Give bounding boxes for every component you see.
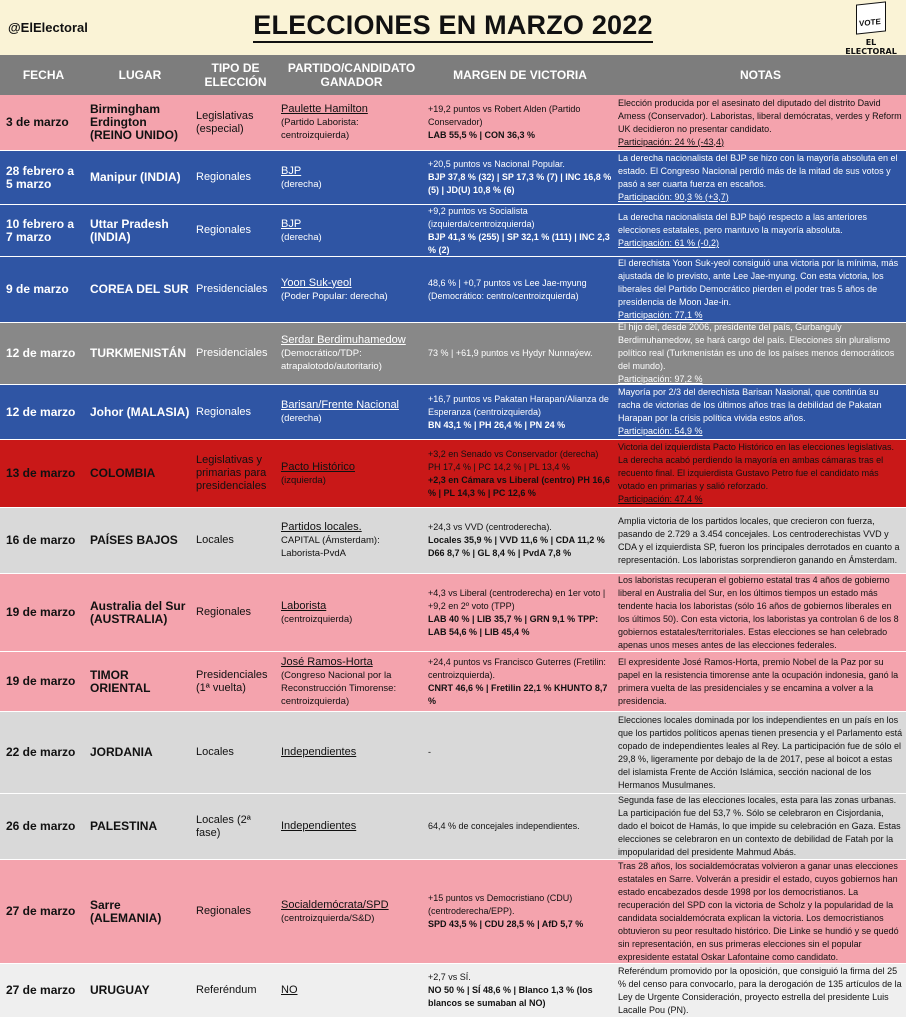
date-cell: 3 de marzo (6, 115, 69, 129)
table-row (0, 794, 906, 860)
notes-text: El hijo del, desde 2006, presidente del país, Gurbanguly Berdimuhamedow, se hará cargo del país. Elecciones sin pluralismo político real (Turkmenistán es uno de los países menos democráticos del mundo). (618, 322, 895, 371)
margin-text: +16,7 puntos vs Pakatan Harapan/Alianza de Esperanza (centroizquierda) (428, 393, 609, 417)
date-cell: 9 de marzo (6, 282, 69, 296)
notes-cell (615, 151, 906, 204)
winner-cell (278, 323, 425, 384)
place-cell: TIMOR ORIENTAL (90, 667, 151, 695)
notes-text: Segunda fase de las elecciones locales, esta para las zonas urbanas. La participación fue del 53,7 %. Sólo se celebraron en Cisjordania, dado el boicot de Hamás, lo que impide su celebración en Gaza. Estas elecciones se celebraron en un contexto de debilidad de Fatah por la impopularidad del presidente Mahmud Abás. (618, 795, 901, 857)
type-cell: Regionales (196, 905, 252, 917)
winner-name: Yoon Suk-yeol (281, 276, 352, 289)
winner-cell (278, 385, 425, 439)
date-cell: 19 de marzo (6, 674, 76, 688)
turnout-text: Participación: 77,1 % (618, 310, 703, 320)
table-row (0, 964, 906, 1018)
type-cell: Regionales (196, 171, 252, 183)
notes-cell (615, 652, 906, 711)
col-partido: PARTIDO/CANDIDATO GANADOR (287, 61, 416, 89)
notes-cell (615, 440, 906, 507)
result-text: BN 43,1 % | PH 26,4 % | PN 24 % (428, 419, 566, 430)
margin-text: - (428, 747, 431, 757)
result-text: LAB 40 % | LIB 35,7 % | GRN 9,1 % TPP: LAB 54,6 % | LIB 45,4 % (428, 613, 599, 637)
col-notas: NOTAS (739, 68, 782, 82)
type-cell: Locales (196, 746, 234, 758)
winner-cell (278, 151, 425, 204)
winner-cell (278, 712, 425, 793)
notes-cell (615, 95, 906, 150)
table-row (0, 95, 906, 151)
notes-cell (615, 964, 906, 1017)
date-cell: 16 de marzo (6, 533, 76, 547)
place-cell: JORDANIA (90, 745, 153, 759)
place-cell: Manipur (INDIA) (90, 170, 181, 184)
date-cell: 27 de marzo (6, 983, 76, 997)
date-cell: 10 febrero a 7 marzo (6, 216, 75, 244)
winner-affiliation: (Congreso Nacional por la Reconstrucción Timorense: centroizquierda) (281, 669, 397, 707)
notes-text: El derechista Yoon Suk-yeol consiguió una victoria por la mínima, más ajustada de lo previsto, ante Lee Jae-myung. Con esta victoria, los liberales del Partido Democrático pierden el poder tras 5 años de presidencia de Moon Jae-in. (618, 258, 899, 307)
turnout-text: Participación: 61 % (-0,2) (618, 238, 720, 248)
winner-name: José Ramos-Horta (281, 655, 373, 668)
winner-name: Socialdemócrata/SPD (281, 898, 389, 911)
type-cell: Regionales (196, 606, 252, 618)
margin-cell (425, 964, 615, 1017)
notes-cell (615, 508, 906, 573)
winner-affiliation: (izquierda) (281, 474, 326, 486)
winner-name: Paulette Hamilton (281, 103, 368, 115)
ballot-box-icon: VOTE (856, 1, 886, 34)
table-row (0, 151, 906, 205)
type-cell: Regionales (196, 224, 252, 236)
winner-affiliation: (derecha) (281, 231, 322, 243)
date-cell: 19 de marzo (6, 605, 76, 619)
place-cell: Birmingham Erdington (REINO UNIDO) (90, 102, 178, 142)
result-text: SPD 43,5 % | CDU 28,5 % | AfD 5,7 % (428, 919, 584, 929)
winner-name: BJP (281, 164, 302, 177)
winner-name: Independientes (281, 820, 357, 832)
notes-text: Victoria del izquierdista Pacto Histórico en las elecciones legislativas. La derecha acabó perdiendo la mayoría en ambas cámaras tras el recuento final. El izquierdista Gustavo Petro fue el candidato más votado en primarias y salió reforzado. (618, 442, 894, 491)
margin-text: +9,2 puntos vs Socialista (izquierda/centroizquierda) (428, 205, 535, 229)
winner-affiliation: (derecha) (281, 178, 322, 190)
type-cell: Presidenciales (196, 347, 268, 359)
margin-text: +20,5 puntos vs Nacional Popular. (428, 159, 565, 169)
table-body (0, 95, 906, 1018)
place-cell: Uttar Pradesh (INDIA) (90, 216, 169, 244)
margin-cell (425, 652, 615, 711)
margin-cell (425, 508, 615, 573)
margin-cell (425, 574, 615, 651)
notes-cell (615, 860, 906, 963)
date-cell: 13 de marzo (6, 466, 76, 480)
winner-cell (278, 257, 425, 322)
type-cell: Locales (2ª fase) (196, 813, 251, 839)
notes-text: Tras 28 años, los socialdemócratas volvieron a ganar unas elecciones estatales en Sarre. Volverán a presidir el estado, cuyos gobiernos han estado encabezados desde 1998 por los democristianos. La recuperación del SPD con la victoria de Scholz y la popularidad de la candidata socialdemócrata explican la victoria. Los democristianos obtuvieron su peor resultado histórico. Die Linke se hundió y se quedó sin representación, en sus primeras elecciones sin el popular expresidente estatal Oskar Lafontaine como candidato. (618, 860, 899, 962)
result-text: LAB 55,5 % | CON 36,3 % (428, 130, 536, 140)
winner-affiliation: (centroizquierda) (281, 613, 353, 625)
winner-name: Barisan/Frente Nacional (281, 399, 400, 411)
margin-text: +19,2 puntos vs Robert Alden (Partido Conservador) (428, 104, 581, 127)
place-cell: PALESTINA (90, 819, 158, 833)
date-cell: 22 de marzo (6, 745, 76, 759)
table-row (0, 860, 906, 964)
notes-cell (615, 712, 906, 793)
el-electoral-logo: VOTE EL ELECTORAL (842, 3, 900, 56)
notes-cell (615, 205, 906, 256)
type-cell: Presidenciales (196, 283, 268, 295)
margin-text: +24,4 puntos vs Francisco Guterres (Fretilin: centroizquierda). (428, 656, 606, 680)
notes-text: Amplia victoria de los partidos locales, que crecieron con fuerza, pasando de 2.729 a 3.454 concejales. Los centroderechistas VVD y CDA y el izquierdista SP, fueron los principales derrotados en cuanto a representación. Los laboristas sorprendieron ganando en Ámsterdam. (618, 515, 900, 565)
winner-cell (278, 205, 425, 256)
margin-cell (425, 385, 615, 439)
header (0, 0, 906, 55)
col-margen: MARGEN DE VICTORIA (453, 68, 587, 82)
date-cell: 12 de marzo (6, 404, 76, 419)
winner-name: Pacto Histórico (281, 460, 355, 473)
margin-cell (425, 151, 615, 204)
col-fecha: FECHA (22, 68, 65, 82)
type-cell: Referéndum (196, 984, 257, 996)
col-lugar: LUGAR (118, 68, 162, 82)
table-row (0, 574, 906, 652)
margin-text: +3,2 en Senado vs Conservador (derecha) PH 17,4 % | PC 14,2 % | PL 13,4 % (428, 448, 599, 472)
table-row (0, 385, 906, 440)
margin-text: 48,6 % | +0,7 puntos vs Lee Jae-myung (Democrático: centro/centroizquierda) (428, 277, 587, 301)
margin-cell (425, 712, 615, 793)
margin-text: +4,3 vs Liberal (centroderecha) en 1er voto | +9,2 en 2º voto (TPP) (428, 587, 606, 611)
winner-name: Laborista (281, 599, 327, 612)
margin-cell (425, 860, 615, 963)
date-cell: 26 de marzo (6, 819, 76, 833)
result-text: +2,3 en Cámara vs Liberal (centro) PH 16,6 % | PL 14,3 % | PC 12,6 % (428, 474, 610, 498)
winner-affiliation: (Partido Laborista: centroizquierda) (281, 117, 359, 141)
winner-name: Partidos locales. (281, 521, 362, 533)
notes-text: La derecha nacionalista del BJP se hizo con la mayoría absoluta en el estado. El Congreso Nacional perdió más de la mitad de sus votos y pasó a ser cuarta fuerza en escaños. (618, 152, 898, 189)
table-row (0, 205, 906, 257)
winner-name: BJP (281, 217, 302, 230)
notes-text: Elecciones locales dominada por los independientes en un país en los que los partidos políticos apenas tienen presencia y el Parlamento está copado de independientes leales al Rey. La participación fue de sólo el 29,8 %, ligeramente por debajo de la de 2017, pese al boicot a estas del islamista Frente de Acción Islámica, sección nacional de los Hermanos Musulmanes. (618, 714, 903, 790)
notes-cell (615, 574, 906, 651)
winner-name: NO (281, 984, 298, 996)
winner-affiliation: (derecha) (281, 413, 322, 424)
winner-name: Serdar Berdimuhamedow (281, 334, 406, 346)
winner-cell (278, 508, 425, 573)
notes-cell (615, 794, 906, 859)
table-row (0, 257, 906, 323)
notes-cell (615, 385, 906, 439)
turnout-text: Participación: 24 % (-43,4) (618, 136, 725, 147)
table-row (0, 440, 906, 508)
type-cell: Locales (196, 534, 234, 546)
place-cell: PAÍSES BAJOS (90, 533, 178, 547)
place-cell: TURKMENISTÁN (90, 346, 186, 360)
turnout-text: Participación: 90,3 % (+3,7) (618, 191, 729, 202)
winner-cell (278, 440, 425, 507)
table-row (0, 652, 906, 712)
winner-name: Independientes (281, 746, 357, 758)
turnout-text: Participación: 47,4 % (618, 494, 703, 504)
date-cell: 28 febrero a 5 marzo (6, 163, 75, 191)
col-tipo: TIPO DE ELECCIÓN (204, 61, 267, 89)
type-cell: Legislativas y primarias para presidenciales (196, 454, 267, 492)
margin-cell (425, 323, 615, 384)
notes-text: La derecha nacionalista del BJP bajó respecto a las anteriores elecciones estatales, pero mantuvo la mayoría absoluta. (618, 212, 867, 235)
winner-affiliation: (Poder Popular: derecha) (281, 290, 388, 302)
margin-cell (425, 257, 615, 322)
winner-affiliation: (Democrático/TDP: atrapalotodo/autoritario) (281, 348, 382, 372)
winner-affiliation: CAPITAL (Ámsterdam): Laborista-PvdA (281, 535, 380, 559)
margin-cell (425, 794, 615, 859)
winner-cell (278, 652, 425, 711)
table-row (0, 712, 906, 794)
margin-text: 73 % | +61,9 puntos vs Hydyr Nunnaýew. (428, 348, 593, 358)
margin-text: +24,3 vs VVD (centroderecha). (428, 522, 552, 532)
winner-cell (278, 574, 425, 651)
margin-text: +2,7 vs SÍ. (428, 972, 471, 982)
column-headers (0, 55, 906, 95)
notes-text: Referéndum promovido por la oposición, que consiguió la firma del 25 % del censo para convocarlo, para la derogación de 135 artículos de la Ley de Urgente Consideración, proyecto estrella del presidente Luis Lacalle Pou (PN). (618, 965, 902, 1015)
winner-cell (278, 964, 425, 1017)
place-cell: COREA DEL SUR (90, 282, 189, 296)
place-cell: Johor (MALASIA) (90, 404, 190, 419)
place-cell: Sarre (ALEMANIA) (90, 897, 162, 925)
place-cell: Australia del Sur (AUSTRALIA) (90, 598, 186, 626)
type-cell: Legislativas (especial) (196, 109, 254, 135)
result-text: CNRT 46,6 % | Fretilin 22,1 % KHUNTO 8,7 % (428, 682, 608, 706)
result-text: BJP 37,8 % (32) | SP 17,3 % (7) | INC 16,8 % (5) | JD(U) 10,8 % (6) (428, 172, 612, 195)
notes-cell (615, 257, 906, 322)
notes-text: Mayoría por 2/3 del derechista Barisan Nasional, que continúa su racha de victorias de los últimos años tras la debilidad de Pakatan Harapan por la crisis política vivida estos años. (618, 387, 882, 423)
date-cell: 12 de marzo (6, 346, 76, 360)
margin-cell (425, 205, 615, 256)
turnout-text: Participación: 97,2 % (618, 374, 703, 384)
type-cell: Regionales (196, 405, 252, 418)
margin-text: +15 puntos vs Democristiano (CDU) (centroderecha/EPP). (428, 893, 573, 916)
winner-cell (278, 95, 425, 150)
place-cell: URUGUAY (90, 983, 150, 997)
page-title: ELECCIONES EN MARZO 2022 (0, 10, 906, 41)
result-text: NO 50 % | SÍ 48,6 % | Blanco 1,3 % (los blancos se sumaban al NO) (428, 985, 593, 1008)
date-cell: 27 de marzo (6, 904, 76, 918)
margin-text: 64,4 % de concejales independientes. (428, 821, 580, 831)
margin-cell (425, 440, 615, 507)
winner-cell (278, 794, 425, 859)
type-cell: Presidenciales (1ª vuelta) (196, 668, 268, 694)
winner-cell (278, 860, 425, 963)
notes-text: Elección producida por el asesinato del diputado del distrito David Amess (Conservador). Laboristas, liberal demócratas, verdes y Reform UK decidieron no presentar candidato. (618, 97, 902, 134)
notes-text: El expresidente José Ramos-Horta, premio Nobel de la Paz por su papel en la resistencia timorense ante la ocupación indonesia, ganó la primera vuelta de las presidenciales y se encamina a volver a la presidencia. (618, 656, 899, 706)
place-cell: COLOMBIA (90, 466, 156, 480)
result-text: BJP 41,3 % (255) | SP 32,1 % (111) | INC 2,3 % (2) (428, 231, 610, 255)
turnout-text: Participación: 54,9 % (618, 426, 703, 436)
winner-affiliation: (centroizquierda/S&D) (281, 912, 375, 924)
twitter-handle: @ElElectoral (8, 20, 88, 35)
table-row (0, 508, 906, 574)
margin-cell (425, 95, 615, 150)
result-text: Locales 35,9 % | VVD 11,6 % | CDA 11,2 % D66 8,7 % | GL 8,4 % | PvdA 7,8 % (428, 535, 605, 558)
notes-cell (615, 323, 906, 384)
table-row (0, 323, 906, 385)
notes-text: Los laboristas recuperan el gobierno estatal tras 4 años de gobierno liberal en Australia del Sur, en los últimos tiempos un estado más tendente hacia los laboristas (sólo 16 años de gobiernos liberales en los últimos 50). Con esta victoria, los laboristas ya controlan 6 de los 8 gobiernos estatales/territoriales. Estas elecciones se han celebrado apenas unos meses antes de las elecciones federales. (618, 574, 899, 650)
